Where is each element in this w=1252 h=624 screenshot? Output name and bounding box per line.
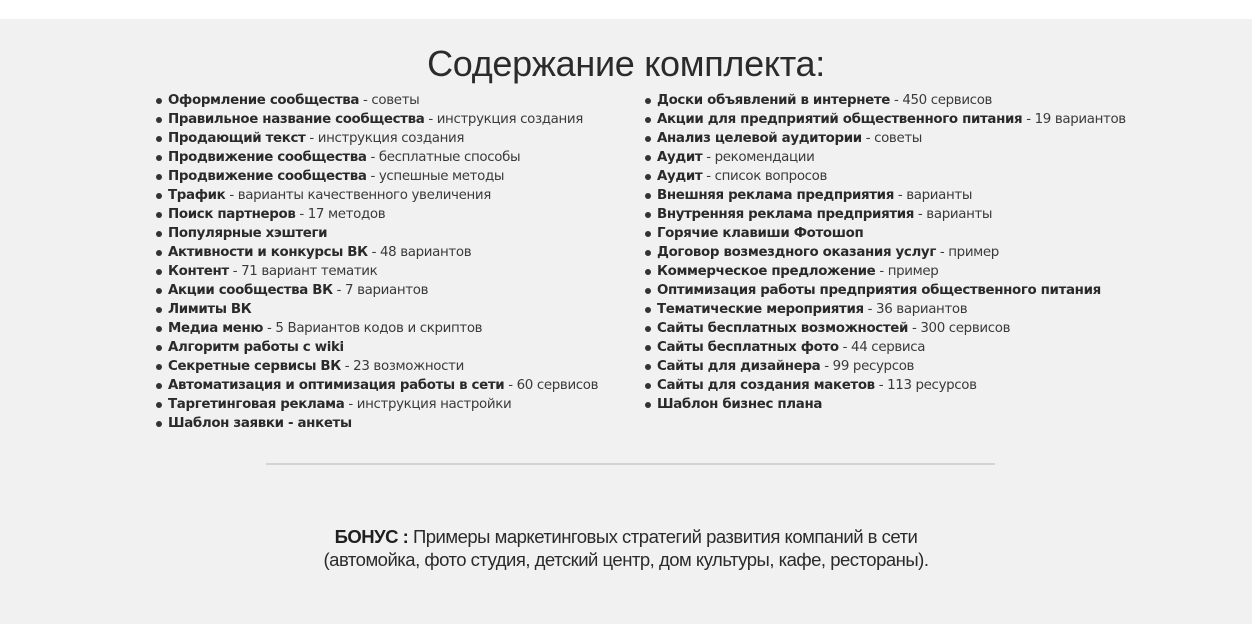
bullet-icon bbox=[645, 193, 651, 199]
item-title: Поиск партнеров bbox=[168, 207, 296, 222]
item-title: Тематические мероприятия bbox=[657, 302, 864, 317]
item-title: Сайты для дизайнера bbox=[657, 359, 821, 374]
item-description: - 99 ресурсов bbox=[820, 359, 915, 374]
bullet-icon bbox=[645, 117, 651, 123]
item-description: - 5 Вариантов кодов и скриптов bbox=[263, 321, 483, 336]
list-item bbox=[155, 281, 598, 300]
list-item bbox=[644, 357, 1126, 376]
list-item bbox=[155, 224, 598, 243]
list-item bbox=[155, 243, 598, 262]
bullet-icon bbox=[156, 421, 162, 427]
bullet-icon bbox=[645, 307, 651, 313]
item-title: Внешняя реклама предприятия bbox=[657, 188, 894, 203]
item-description: - 7 вариантов bbox=[332, 283, 429, 298]
list-item bbox=[644, 224, 1126, 243]
contents-list-left bbox=[155, 91, 598, 433]
list-item bbox=[644, 300, 1126, 319]
list-item bbox=[155, 414, 598, 433]
item-description: - рекомендации bbox=[702, 150, 815, 165]
item-title: Лимиты ВК bbox=[168, 302, 252, 317]
list-item bbox=[644, 395, 1126, 414]
list-item bbox=[155, 110, 598, 129]
item-description: - бесплатные способы bbox=[366, 150, 521, 165]
item-description: - пример bbox=[935, 245, 999, 260]
item-title: Аудит bbox=[657, 150, 703, 165]
item-description: - советы bbox=[359, 93, 420, 108]
item-title: Активности и конкурсы ВК bbox=[168, 245, 368, 260]
bullet-icon bbox=[156, 383, 162, 389]
list-item bbox=[644, 281, 1126, 300]
list-item bbox=[644, 129, 1126, 148]
item-description: - инструкция создания bbox=[424, 112, 583, 127]
bullet-icon bbox=[156, 307, 162, 313]
item-title: Секретные сервисы ВК bbox=[168, 359, 341, 374]
bullet-icon bbox=[645, 174, 651, 180]
list-item bbox=[644, 243, 1126, 262]
list-item bbox=[155, 319, 598, 338]
bullet-icon bbox=[156, 212, 162, 218]
list-item bbox=[155, 395, 598, 414]
item-title: Таргетинговая реклама bbox=[168, 397, 345, 412]
item-title: Сайты бесплатных возможностей bbox=[657, 321, 909, 336]
bullet-icon bbox=[156, 155, 162, 161]
item-description: - успешные методы bbox=[366, 169, 505, 184]
item-title: Шаблон заявки - анкеты bbox=[168, 416, 352, 431]
item-title: Акции сообщества ВК bbox=[168, 283, 333, 298]
item-title: Алгоритм работы с wiki bbox=[168, 340, 344, 355]
kit-contents-section bbox=[0, 19, 1252, 624]
item-description: - 23 возможности bbox=[340, 359, 464, 374]
item-title: Доски объявлений в интернете bbox=[657, 93, 891, 108]
list-item bbox=[155, 148, 598, 167]
item-title: Сайты бесплатных фото bbox=[657, 340, 839, 355]
list-item bbox=[644, 91, 1126, 110]
item-description: - 450 сервисов bbox=[890, 93, 993, 108]
item-description: - список вопросов bbox=[702, 169, 828, 184]
item-description: - инструкция настройки bbox=[344, 397, 512, 412]
item-title: Договор возмездного оказания услуг bbox=[657, 245, 936, 260]
contents-list-right bbox=[644, 91, 1126, 414]
item-title: Контент bbox=[168, 264, 229, 279]
item-description: - 36 вариантов bbox=[863, 302, 968, 317]
top-band bbox=[0, 0, 1252, 19]
list-item bbox=[155, 205, 598, 224]
bullet-icon bbox=[645, 269, 651, 275]
bonus-line-1 bbox=[0, 525, 1252, 548]
bullet-icon bbox=[645, 345, 651, 351]
bonus-block bbox=[0, 525, 1252, 571]
section-title: Содержание комплекта: bbox=[427, 43, 825, 84]
item-title: Акции для предприятий общественного питания bbox=[657, 112, 1023, 127]
divider bbox=[266, 463, 995, 465]
item-title: Популярные хэштеги bbox=[168, 226, 328, 241]
item-title: Сайты для создания макетов bbox=[657, 378, 875, 393]
bullet-icon bbox=[645, 364, 651, 370]
bonus-line-2: (автомойка, фото студия, детский центр, дом культуры, кафе, рестораны). bbox=[323, 549, 929, 570]
list-item bbox=[155, 357, 598, 376]
bullet-icon bbox=[156, 288, 162, 294]
bullet-icon bbox=[156, 174, 162, 180]
list-item bbox=[155, 338, 598, 357]
item-title: Продвижение сообщества bbox=[168, 169, 367, 184]
item-title: Правильное название сообщества bbox=[168, 112, 425, 127]
bullet-icon bbox=[156, 136, 162, 142]
bonus-text: Примеры маркетинговых стратегий развития компаний в сети bbox=[408, 526, 918, 547]
bullet-icon bbox=[645, 326, 651, 332]
item-description: - советы bbox=[861, 131, 923, 146]
item-title: Трафик bbox=[168, 188, 226, 203]
bullet-icon bbox=[156, 345, 162, 351]
item-description: - 60 сервисов bbox=[504, 378, 599, 393]
list-item bbox=[155, 129, 598, 148]
bullet-icon bbox=[645, 288, 651, 294]
list-item bbox=[644, 338, 1126, 357]
list-item bbox=[155, 376, 598, 395]
item-title: Шаблон бизнес плана bbox=[657, 397, 823, 412]
bullet-icon bbox=[645, 383, 651, 389]
item-description: - пример bbox=[875, 264, 939, 279]
bullet-icon bbox=[156, 231, 162, 237]
item-title: Коммерческое предложение bbox=[657, 264, 876, 279]
item-description: - 71 вариант тематик bbox=[228, 264, 378, 279]
item-title: Медиа меню bbox=[168, 321, 264, 336]
list-item bbox=[644, 205, 1126, 224]
item-title: Автоматизация и оптимизация работы в сети bbox=[168, 378, 505, 393]
bullet-icon bbox=[645, 402, 651, 408]
bullet-icon bbox=[645, 212, 651, 218]
item-description: - 113 ресурсов bbox=[874, 378, 977, 393]
bullet-icon bbox=[645, 98, 651, 104]
bullet-icon bbox=[645, 155, 651, 161]
bullet-icon bbox=[645, 231, 651, 237]
item-title: Горячие клавиши Фотошоп bbox=[657, 226, 864, 241]
list-item bbox=[644, 319, 1126, 338]
bullet-icon bbox=[156, 269, 162, 275]
list-item bbox=[644, 186, 1126, 205]
bullet-icon bbox=[156, 117, 162, 123]
bullet-icon bbox=[156, 326, 162, 332]
bullet-icon bbox=[156, 193, 162, 199]
list-item bbox=[644, 262, 1126, 281]
item-description: - 48 вариантов bbox=[367, 245, 472, 260]
bonus-label: БОНУС : bbox=[334, 526, 409, 547]
item-description: - инструкция создания bbox=[305, 131, 465, 146]
item-title: Продающий текст bbox=[168, 131, 306, 146]
list-item bbox=[644, 148, 1126, 167]
bullet-icon bbox=[156, 402, 162, 408]
list-item bbox=[155, 300, 598, 319]
bullet-icon bbox=[156, 364, 162, 370]
list-item bbox=[155, 91, 598, 110]
list-item bbox=[155, 167, 598, 186]
list-item bbox=[644, 167, 1126, 186]
list-item bbox=[644, 110, 1126, 129]
item-description: - 17 методов bbox=[295, 207, 386, 222]
item-title: Аудит bbox=[657, 169, 703, 184]
bullet-icon bbox=[645, 136, 651, 142]
item-title: Продвижение сообщества bbox=[168, 150, 367, 165]
item-description: - варианты bbox=[914, 207, 993, 222]
list-item bbox=[155, 186, 598, 205]
item-title: Внутренняя реклама предприятия bbox=[657, 207, 915, 222]
item-title: Анализ целевой аудитории bbox=[657, 131, 862, 146]
bullet-icon bbox=[156, 98, 162, 104]
bullet-icon bbox=[156, 250, 162, 256]
item-description: - 44 сервиса bbox=[838, 340, 926, 355]
item-description: - варианты качественного увеличения bbox=[225, 188, 491, 203]
item-description: - варианты bbox=[893, 188, 973, 203]
list-item bbox=[155, 262, 598, 281]
item-description: - 19 вариантов bbox=[1022, 112, 1126, 127]
item-title: Оптимизация работы предприятия общественного питания bbox=[657, 283, 1101, 298]
item-description: - 300 сервисов bbox=[908, 321, 1011, 336]
bullet-icon bbox=[645, 250, 651, 256]
list-item bbox=[644, 376, 1126, 395]
item-title: Оформление сообщества bbox=[168, 93, 360, 108]
